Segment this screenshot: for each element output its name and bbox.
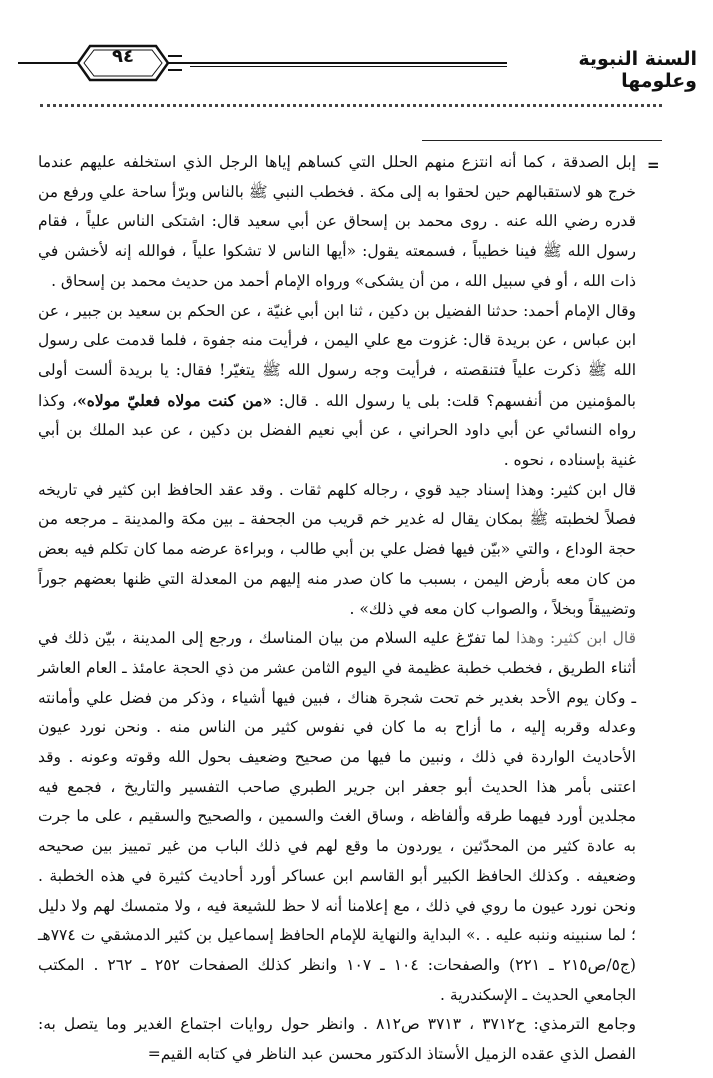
footnote-paragraph <box>38 297 636 476</box>
footnote-separator <box>422 140 662 141</box>
footnote-paragraph: إبل الصدقة ، كما أنه انتزع منهم الحلل التي كساهم إياها الرجل الذي استخلفه عليهم عندما خرج هو لاستقبالهم حين لحقوا به إلى مكة . فخطب النبي ﷺ بالناس وبرّأ ساحة علي ورفع من قدره رضي الله عنه . روى محمد بن إسحاق عن أبي سعيد قال: اشتكى الناس علياً ، فقام رسول الله ﷺ فينا خطيباً ، فسمعته يقول: «أيها الناس لا تشكوا علياً ، فوالله إنه لأخشن في ذات الله ، أو في سبيل الله ، من أن يشكى» ورواه الإمام أحمد من حديث محمد بن إسحاق . <box>38 153 636 290</box>
text-run: ، وكذا رواه النسائي عن أبي داود الحراني ، عن أبي نعيم الفضل بن دكين ، عن عبد الملك بن أبي غنية بإسناده ، نحوه . <box>38 391 636 470</box>
page-number-ornament <box>18 36 228 86</box>
page-number: ٩٤ <box>112 46 134 67</box>
faded-text: قال ابن كثير: وهذا <box>515 629 636 648</box>
footnote-text <box>38 148 636 1070</box>
footnote-paragraph: قال ابن كثير: وهذا إسناد جيد قوي ، رجاله كلهم ثقات . وقد عقد الحافظ ابن كثير في تاريخه فصلاً لخطبته ﷺ بمكان يقال له غدير خم قريب من الجحفة ـ بين مكة والمدينة ـ مرجعه من حجة الوداع ، والتي «بيّن فيها فضل علي بن أبي طالب ، وبراءة عرضه مما كان تكلم فيه بعض من كان معه بأرض اليمن ، بسبب ما كان صدر منه إليهم من المعدلة التي ظنها بعضهم جوراً وتضييقاً وبخلاً ، والصواب كان معه في ذلك» . <box>38 480 636 618</box>
dotted-separator <box>40 104 662 107</box>
footnote-paragraph: وجامع الترمذي: ح٣٧١٢ ، ٣٧١٣ ص٨١٢ . وانظر حول روايات اجتماع الغدير وما يتصل به: الفصل الذي عقده الزميل الأستاذ الدكتور محسن عبد الناظر في كتابه القيم= <box>38 1015 636 1064</box>
page-header <box>0 36 713 92</box>
continuation-mark: = <box>647 156 660 174</box>
running-title: السنة النبوية وعلومها <box>507 48 697 92</box>
text-run: لما تفرّغ عليه السلام من بيان المناسك ، ورجع إلى المدينة ، بيّن ذلك في أثناء الطريق ، فخطب خطبة عظيمة في اليوم الثامن عشر من ذي الحجة عامئذ ـ العام العاشر ـ وكان يوم الأحد بغدير خم تحت شجرة هناك ، فبين فيها أشياء ، وذكر من فضل علي وأمانته وعدله وقربه إليه ، ما أزاح به ما كان في نفوس كثير من الناس منه . ونحن نورد عيون الأحاديث الواردة في ذلك ، ونبين ما فيها من صحيح وضعيف بحول الله وقوته وعونه . وقد اعتنى بأمر هذا الحديث أبو جعفر ابن جرير الطبري صاحب التفسير والتاريخ ، فجمع فيه مجلدين أورد فيهما طرقه وألفاظه ، وساق الغث والسمين ، والصحيح والسقيم ، على ما جرت به عادة كثير من المحدّثين ، يوردون ما وقع لهم في ذلك الباب من غير تمييز بين صحيحه وضعيفه . وكذلك الحافظ الكبير أبو القاسم ابن عساكر أورد أحاديث كثيرة في هذه الخطبة . ونحن نورد عيون ما روي في ذلك ، مع إعلامنا أنه لا حظ للشيعة فيه ، ولا متمسك لهم ولا دليل ؛ لما سنبينه وننبه عليه . .» البداية والنهاية للإمام الحافظ إسماعيل بن كثير الدمشقي ت ٧٧٤هـ (ج٥/ص٢١٥ ـ ٢٢١) والصفحات: ١٠٤ ـ ١٠٧ وانظر كذلك الصفحات ٢٥٢ ـ ٢٦٢ . المكتب الجامعي الحديث ـ الإسكندرية . <box>38 629 636 1004</box>
hadith-quote: «من كنت مولاه فعليّ مولاه» <box>77 390 273 410</box>
footnote-paragraph <box>38 624 636 1010</box>
text-run: وقال الإمام أحمد: حدثنا الفضيل بن دكين ، ثنا ابن أبي غنيّة ، عن الحكم بن سعيد بن جبير ، عن ابن عباس ، عن بريدة قال: غزوت مع علي اليمن ، فرأيت منه جفوة ، فلما قدمت على رسول الله ﷺ ذكرت علياً فتنقصته ، فرأيت وجه رسول الله ﷺ يتغيّر! فقال: يا بريدة ألست أولى بالمؤمنين من أنفسهم؟ قلت: بلى يا رسول الله . قال: <box>38 301 636 410</box>
